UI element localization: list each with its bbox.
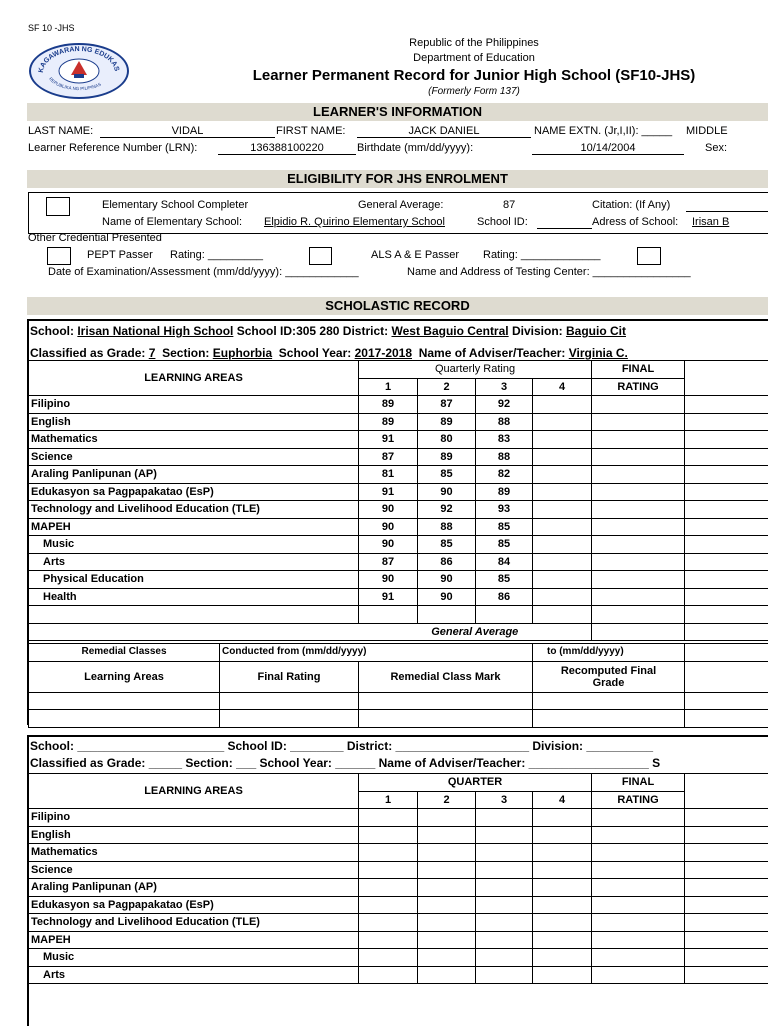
school-label: School: — [30, 324, 74, 338]
q1-grade[interactable]: 91 — [359, 588, 418, 606]
final-rating[interactable] — [592, 413, 685, 431]
q4-grade[interactable] — [533, 483, 592, 501]
rem-row[interactable] — [29, 710, 220, 728]
subject-name: Physical Education — [29, 571, 359, 589]
subject-name: Arts — [29, 966, 359, 984]
q3-grade[interactable]: 85 — [476, 571, 533, 589]
rem-remarks-header — [685, 661, 768, 692]
remarks-cell[interactable] — [685, 966, 768, 984]
table-row — [29, 396, 768, 414]
q2-grade[interactable]: 87 — [418, 396, 476, 414]
q2-grade[interactable]: 88 — [418, 518, 476, 536]
q3-grade[interactable]: 85 — [476, 518, 533, 536]
q1-grade[interactable] — [359, 896, 418, 914]
gen-avg-value[interactable]: 87 — [503, 199, 515, 211]
q4-grade[interactable] — [533, 931, 592, 949]
last-name-label: LAST NAME: — [28, 125, 93, 137]
remarks-cell[interactable] — [685, 553, 768, 571]
remarks-cell[interactable] — [685, 431, 768, 449]
division-value[interactable]: Baguio Cit — [566, 324, 626, 338]
blank-row[interactable] — [29, 606, 359, 624]
grades-table — [28, 360, 768, 641]
final-rating[interactable] — [592, 966, 685, 984]
rem-final-rating-header: Final Rating — [220, 661, 359, 692]
q1-grade[interactable]: 90 — [359, 518, 418, 536]
rem-recomputed-header — [533, 661, 685, 692]
table-row — [29, 809, 768, 827]
section-value[interactable]: Euphorbia — [213, 346, 272, 360]
als-rating-label: Rating: _____________ — [483, 249, 600, 261]
q1-grade[interactable]: 90 — [359, 536, 418, 554]
lrn-field[interactable]: 136388100220 — [218, 142, 356, 155]
final-header-2: RATING — [592, 378, 685, 396]
q4-grade[interactable] — [533, 844, 592, 862]
subject-name: Science — [29, 861, 359, 879]
table-row — [29, 536, 768, 554]
q3-grade[interactable]: 84 — [476, 553, 533, 571]
q1-grade[interactable]: 89 — [359, 413, 418, 431]
q4-grade[interactable] — [533, 966, 592, 984]
q2-grade[interactable] — [418, 809, 476, 827]
q3-grade[interactable] — [476, 809, 533, 827]
table-row — [29, 826, 768, 844]
subject-name: Araling Panlipunan (AP) — [29, 466, 359, 484]
table-row — [29, 553, 768, 571]
form-code: SF 10 -JHS — [28, 23, 75, 33]
gen-avg-label: General Average: — [358, 199, 443, 211]
grade-value[interactable]: 7 — [149, 346, 156, 360]
learner-info-header: LEARNER'S INFORMATION — [27, 103, 768, 121]
table-row — [29, 931, 768, 949]
adviser-value[interactable]: Virginia C. — [569, 346, 628, 360]
q2-grade[interactable]: 89 — [418, 413, 476, 431]
als-checkbox[interactable] — [309, 247, 332, 265]
first-name-field[interactable]: JACK DANIEL — [357, 125, 531, 138]
school-name-label: Name of Elementary School: — [102, 216, 242, 228]
q3-grade[interactable]: 85 — [476, 536, 533, 554]
grade-line — [30, 346, 628, 360]
final-rating[interactable] — [592, 431, 685, 449]
subject-name: English — [29, 826, 359, 844]
table-row — [29, 966, 768, 984]
table-row — [29, 448, 768, 466]
subject-name: Edukasyon sa Pagpapakatao (EsP) — [29, 483, 359, 501]
division-label: Division: — [512, 324, 563, 338]
second-final-header-2: RATING — [592, 791, 685, 809]
final-rating[interactable] — [592, 536, 685, 554]
q1-grade[interactable]: 90 — [359, 501, 418, 519]
q4-grade[interactable] — [533, 588, 592, 606]
q2-grade[interactable]: 85 — [418, 466, 476, 484]
to-date-label: to (mm/dd/yyyy) — [533, 644, 685, 662]
q2-grade[interactable] — [418, 826, 476, 844]
q3-grade[interactable] — [476, 861, 533, 879]
remarks-cell[interactable] — [685, 483, 768, 501]
subject-name: Mathematics — [29, 844, 359, 862]
table-row — [29, 588, 768, 606]
q1-grade[interactable]: 87 — [359, 448, 418, 466]
exam-date-label: Date of Examination/Assessment (mm/dd/yyyy): ____________ — [48, 266, 359, 278]
school-id-label: School ID: — [237, 324, 296, 338]
subject-name: Mathematics — [29, 431, 359, 449]
rem-recomputed-2: Grade — [593, 677, 625, 689]
general-average-label: General Average — [359, 623, 592, 641]
remarks-cell[interactable] — [685, 879, 768, 897]
q2-grade[interactable] — [418, 966, 476, 984]
q3-grade[interactable]: 89 — [476, 483, 533, 501]
q2-grade[interactable]: 85 — [418, 536, 476, 554]
remarks-cell[interactable] — [685, 931, 768, 949]
subject-name: Music — [29, 536, 359, 554]
q3-grade[interactable]: 83 — [476, 431, 533, 449]
q3-grade[interactable] — [476, 949, 533, 967]
remarks-cell[interactable] — [685, 448, 768, 466]
lrn-label: Learner Reference Number (LRN): — [28, 142, 197, 154]
table-row — [29, 879, 768, 897]
q2-grade[interactable]: 89 — [418, 448, 476, 466]
general-average-value[interactable] — [592, 623, 685, 641]
remarks-cell[interactable] — [685, 466, 768, 484]
eligibility-header: ELIGIBILITY FOR JHS ENROLMENT — [27, 170, 768, 188]
school-id-value[interactable]: 305 280 — [296, 324, 339, 338]
q2-grade[interactable]: 80 — [418, 431, 476, 449]
q4-grade[interactable] — [533, 501, 592, 519]
q4-grade[interactable] — [533, 826, 592, 844]
final-rating[interactable] — [592, 896, 685, 914]
rem-mark-header: Remedial Class Mark — [359, 661, 533, 692]
table-row — [29, 861, 768, 879]
final-rating[interactable] — [592, 914, 685, 932]
subject-name: Science — [29, 448, 359, 466]
q4-header: 4 — [533, 378, 592, 396]
seal-top-text: KAGAWARAN NG EDUKAS — [31, 45, 120, 73]
other-credential-label: Other Credential Presented — [28, 232, 162, 244]
second-q2-header: 2 — [418, 791, 476, 809]
q1-grade[interactable] — [359, 914, 418, 932]
sex-label: Sex: — [705, 142, 727, 154]
remarks-cell[interactable] — [685, 396, 768, 414]
q4-grade[interactable] — [533, 448, 592, 466]
subject-name: Filipino — [29, 809, 359, 827]
conducted-from-label: Conducted from (mm/dd/yyyy) — [220, 644, 533, 662]
q1-grade[interactable]: 89 — [359, 396, 418, 414]
q1-grade[interactable]: 90 — [359, 571, 418, 589]
q3-grade[interactable] — [476, 931, 533, 949]
learning-areas-header: LEARNING AREAS — [29, 361, 359, 396]
second-remarks-header — [685, 774, 768, 809]
q4-grade[interactable] — [533, 809, 592, 827]
q4-grade[interactable] — [533, 896, 592, 914]
subject-name: MAPEH — [29, 931, 359, 949]
q3-grade[interactable] — [476, 896, 533, 914]
q1-grade[interactable] — [359, 809, 418, 827]
table-row — [29, 896, 768, 914]
final-rating[interactable] — [592, 553, 685, 571]
final-rating[interactable] — [592, 844, 685, 862]
school-year-value[interactable]: 2017-2018 — [355, 346, 412, 360]
second-q3-header: 3 — [476, 791, 533, 809]
q3-grade[interactable]: 92 — [476, 396, 533, 414]
final-rating[interactable] — [592, 396, 685, 414]
q3-grade[interactable]: 93 — [476, 501, 533, 519]
q1-grade[interactable]: 81 — [359, 466, 418, 484]
address-value[interactable]: Irisan B — [692, 216, 729, 228]
q4-grade[interactable] — [533, 396, 592, 414]
seal-bottom-text: REPUBLIKA NG PILIPINAS — [48, 76, 102, 91]
second-q1-header: 1 — [359, 791, 418, 809]
table-row — [29, 483, 768, 501]
q2-grade[interactable]: 90 — [418, 571, 476, 589]
school-id-line[interactable] — [537, 228, 592, 229]
school-year-label: School Year: — [279, 346, 351, 360]
district-label: District: — [343, 324, 388, 338]
q3-grade[interactable] — [476, 914, 533, 932]
q2-grade[interactable] — [418, 949, 476, 967]
gen-avg-spacer — [29, 623, 359, 641]
q2-grade[interactable] — [418, 861, 476, 879]
remarks-cell[interactable] — [685, 949, 768, 967]
final-header-1: FINAL — [592, 361, 685, 379]
final-rating[interactable] — [592, 571, 685, 589]
section-label: Section: — [162, 346, 209, 360]
q2-grade[interactable] — [418, 914, 476, 932]
school-value[interactable]: Irisan National High School — [77, 324, 233, 338]
q1-grade[interactable] — [359, 844, 418, 862]
final-rating[interactable] — [592, 588, 685, 606]
q1-grade[interactable]: 91 — [359, 483, 418, 501]
final-rating[interactable] — [592, 483, 685, 501]
name-ext-label: NAME EXTN. (Jr,I,II): _____ — [534, 125, 672, 137]
subject-name: Edukasyon sa Pagpapakatao (EsP) — [29, 896, 359, 914]
formerly-text: (Formerly Form 137) — [0, 86, 768, 97]
final-rating[interactable] — [592, 861, 685, 879]
q4-grade[interactable] — [533, 949, 592, 967]
school-id-label: School ID: — [477, 216, 528, 228]
q4-grade[interactable] — [533, 879, 592, 897]
subject-name: Arts — [29, 553, 359, 571]
final-rating[interactable] — [592, 879, 685, 897]
remarks-cell[interactable] — [685, 809, 768, 827]
second-quarter-header: QUARTER — [359, 774, 592, 792]
q2-header: 2 — [418, 378, 476, 396]
others-checkbox[interactable] — [637, 247, 661, 265]
adviser-label: Name of Adviser/Teacher: — [419, 346, 566, 360]
final-rating[interactable] — [592, 931, 685, 949]
second-learning-areas-header: LEARNING AREAS — [29, 774, 359, 809]
q3-grade[interactable] — [476, 826, 533, 844]
completer-checkbox[interactable] — [46, 197, 70, 216]
q2-grade[interactable] — [418, 896, 476, 914]
remarks-cell[interactable] — [685, 914, 768, 932]
q4-grade[interactable] — [533, 914, 592, 932]
address-label: Adress of School: — [592, 216, 678, 228]
second-school-line[interactable]: School: ______________________ School ID: ________ District: ____________________ Division: __________ — [30, 739, 653, 753]
q2-grade[interactable] — [418, 844, 476, 862]
second-grade-line[interactable]: Classified as Grade: _____ Section: ___ School Year: ______ Name of Adviser/Teacher: __________________ S — [30, 756, 660, 770]
q4-grade[interactable] — [533, 413, 592, 431]
table-row — [29, 914, 768, 932]
subject-name: English — [29, 413, 359, 431]
q3-grade[interactable]: 86 — [476, 588, 533, 606]
q1-grade[interactable] — [359, 826, 418, 844]
subject-name: MAPEH — [29, 518, 359, 536]
q2-grade[interactable]: 90 — [418, 483, 476, 501]
pept-label: PEPT Passer — [87, 249, 153, 261]
q2-grade[interactable]: 86 — [418, 553, 476, 571]
table-row — [29, 413, 768, 431]
republic-text: Republic of the Philippines — [0, 37, 768, 49]
remarks-cell[interactable] — [685, 536, 768, 554]
remarks-cell[interactable] — [685, 861, 768, 879]
grade-label: Classified as Grade: — [30, 346, 145, 360]
q1-grade[interactable] — [359, 879, 418, 897]
q1-grade[interactable] — [359, 966, 418, 984]
q3-header: 3 — [476, 378, 533, 396]
remarks-cell[interactable] — [685, 501, 768, 519]
q4-grade[interactable] — [533, 553, 592, 571]
q3-grade[interactable]: 82 — [476, 466, 533, 484]
department-text: Department of Education — [0, 52, 768, 64]
subject-name: Araling Panlipunan (AP) — [29, 879, 359, 897]
remarks-cell[interactable] — [685, 844, 768, 862]
q4-grade[interactable] — [533, 861, 592, 879]
second-final-header-1: FINAL — [592, 774, 685, 792]
birthdate-field[interactable]: 10/14/2004 — [532, 142, 684, 155]
page-title: Learner Permanent Record for Junior High School (SF10-JHS) — [0, 67, 768, 84]
remarks-cell[interactable] — [685, 571, 768, 589]
q1-grade[interactable]: 87 — [359, 553, 418, 571]
scholastic-header: SCHOLASTIC RECORD — [27, 297, 768, 315]
school-name-value[interactable]: Elpidio R. Quirino Elementary School — [264, 216, 445, 228]
second-grades-table — [28, 773, 768, 984]
final-rating[interactable] — [592, 826, 685, 844]
table-row — [29, 431, 768, 449]
q2-grade[interactable]: 90 — [418, 588, 476, 606]
table-row — [29, 501, 768, 519]
q4-grade[interactable] — [533, 431, 592, 449]
q3-grade[interactable] — [476, 844, 533, 862]
q4-grade[interactable] — [533, 571, 592, 589]
quarterly-rating-header: Quarterly Rating — [359, 361, 592, 379]
testing-center-label: Name and Address of Testing Center: ________________ — [407, 266, 691, 278]
rem-learning-areas-header: Learning Areas — [29, 661, 220, 692]
school-line — [30, 324, 626, 338]
remarks-cell[interactable] — [685, 588, 768, 606]
first-name-label: FIRST NAME: — [276, 125, 345, 137]
q3-grade[interactable] — [476, 879, 533, 897]
middle-name-label: MIDDLE — [686, 125, 728, 137]
general-average-remarks[interactable] — [685, 623, 768, 641]
district-value[interactable]: West Baguio Central — [391, 324, 508, 338]
remarks-cell[interactable] — [685, 518, 768, 536]
second-q4-header: 4 — [533, 791, 592, 809]
remarks-cell[interactable] — [685, 413, 768, 431]
subject-name: Technology and Livelihood Education (TLE) — [29, 914, 359, 932]
q1-grade[interactable] — [359, 861, 418, 879]
final-rating[interactable] — [592, 949, 685, 967]
final-rating[interactable] — [592, 518, 685, 536]
completer-label: Elementary School Completer — [102, 199, 248, 211]
to-date-field[interactable] — [685, 644, 768, 662]
final-rating[interactable] — [592, 501, 685, 519]
remarks-cell[interactable] — [685, 896, 768, 914]
rem-recomputed-1: Recomputed Final — [561, 665, 656, 677]
pept-checkbox[interactable] — [47, 247, 71, 265]
rem-row[interactable] — [29, 692, 220, 710]
q1-grade[interactable] — [359, 949, 418, 967]
q1-grade[interactable]: 91 — [359, 431, 418, 449]
remarks-header — [685, 361, 768, 396]
subject-name: Filipino — [29, 396, 359, 414]
table-row — [29, 518, 768, 536]
q1-grade[interactable] — [359, 931, 418, 949]
last-name-field[interactable]: VIDAL — [100, 125, 275, 138]
q1-header: 1 — [359, 378, 418, 396]
table-row — [29, 466, 768, 484]
subject-name: Technology and Livelihood Education (TLE) — [29, 501, 359, 519]
table-row — [29, 844, 768, 862]
q3-grade[interactable] — [476, 966, 533, 984]
remedial-classes-label: Remedial Classes — [29, 644, 220, 662]
pept-rating-label: Rating: _________ — [170, 249, 263, 261]
subject-name: Music — [29, 949, 359, 967]
final-rating[interactable] — [592, 809, 685, 827]
final-rating[interactable] — [592, 448, 685, 466]
citation-line[interactable] — [686, 211, 768, 212]
q4-grade[interactable] — [533, 536, 592, 554]
als-label: ALS A & E Passer — [371, 249, 459, 261]
q4-grade[interactable] — [533, 518, 592, 536]
q2-grade[interactable] — [418, 931, 476, 949]
birthdate-label: Birthdate (mm/dd/yyyy): — [357, 142, 473, 154]
table-row — [29, 949, 768, 967]
remedial-table — [28, 643, 768, 728]
citation-label: Citation: (If Any) — [592, 199, 670, 211]
q3-grade[interactable]: 88 — [476, 413, 533, 431]
q4-grade[interactable] — [533, 466, 592, 484]
q2-grade[interactable]: 92 — [418, 501, 476, 519]
subject-name: Health — [29, 588, 359, 606]
table-row — [29, 571, 768, 589]
final-rating[interactable] — [592, 466, 685, 484]
q3-grade[interactable]: 88 — [476, 448, 533, 466]
remarks-cell[interactable] — [685, 826, 768, 844]
q2-grade[interactable] — [418, 879, 476, 897]
